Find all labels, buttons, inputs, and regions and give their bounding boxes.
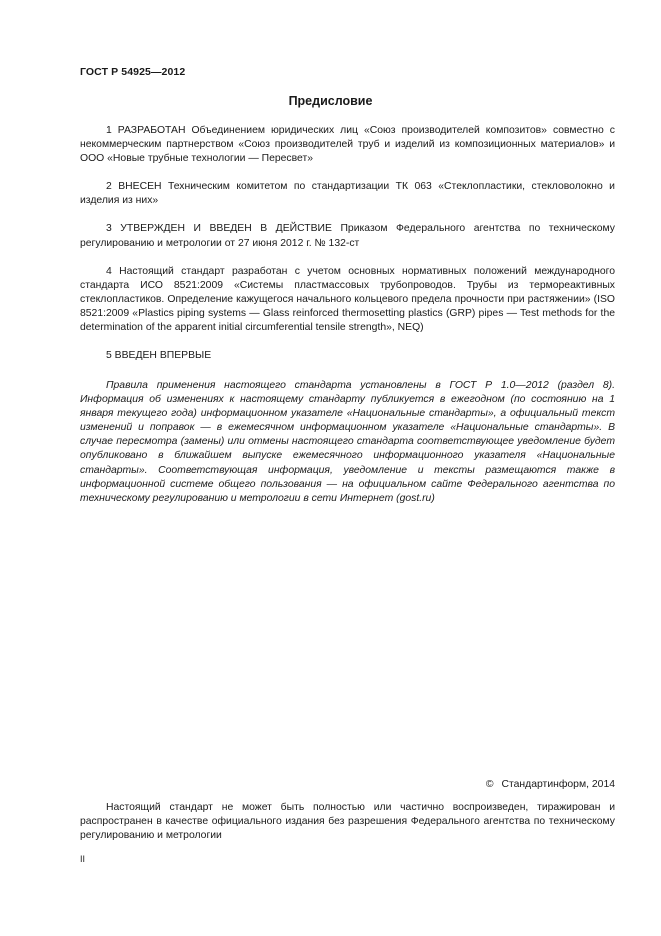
reproduction-notice: Настоящий стандарт не может быть полностью или частично воспроизведен, тиражирован и распространен в качестве официального издания без разрешения Федерального агентства по техническому регулированию и метрологии [80,802,615,842]
page-number: II [80,854,86,864]
preface-item-2: 2 ВНЕСЕН Техническим комитетом по стандартизации ТК 063 «Стеклопластики, стекловолокно и изделия из них» [80,181,615,207]
copyright-symbol: © [485,779,494,790]
copyright-text: Стандартинформ, 2014 [501,779,615,790]
application-rules-note: Правила применения настоящего стандарта установлены в ГОСТ Р 1.0—2012 (раздел 8). Информация об изменениях к настоящему стандарту публикуется в ежегодном (по состоянию на 1 января текущего года) информационном указателе «Национальные стандарты», а официальный текст изменений и поправок — в ежемесячном информационном указателе «Национальные стандарты». В случае пересмотра (замены) или отмены настоящего стандарта соответствующее уведомление будет опубликовано в ближайшем выпуске ежемесячного информационного указателя «Национальные стандарты». Соответствующая информация, уведомление и тексты размещаются также в информационной системе общего пользования — на официальном сайте Федерального агентства по техническому регулированию и метрологии в сети Интернет (gost.ru) [80,380,615,504]
preface-item-5: 5 ВВЕДЕН ВПЕРВЫЕ [106,350,212,362]
preface-items [80,124,615,377]
preface-item-4: 4 Настоящий стандарт разработан с учетом основных нормативных положений международного стандарта ИСО 8521:2009 «Системы пластмассовых трубопроводов. Трубы из термореактивных стеклопластиков. Определение кажущегося начального кольцевого предела прочности при растяжении» (ISO 8521:2009 «Plastics piping systems — Glass reinforced thermosetting plastics (GRP) pipes — Test methods for the determination of the apparent initial circumferential tensile strength», NEQ) [80,265,615,334]
standard-code: ГОСТ Р 54925—2012 [80,66,186,78]
copyright-line [486,779,615,790]
preface-item-1: 1 РАЗРАБОТАН Объединением юридических лиц «Союз производителей композитов» совместно с некоммерческим партнерством «Союз производителей труб и изделий из композиционных материалов» и ООО «Новые трубные технологии — Пересвет» [80,125,615,165]
preface-item-3: 3 УТВЕРЖДЕН И ВВЕДЕН В ДЕЙСТВИЕ Приказом Федерального агентства по техническому регулированию и метрологии от 27 июня 2012 г. № 132-ст [80,223,615,249]
section-title: Предисловие [288,94,373,108]
